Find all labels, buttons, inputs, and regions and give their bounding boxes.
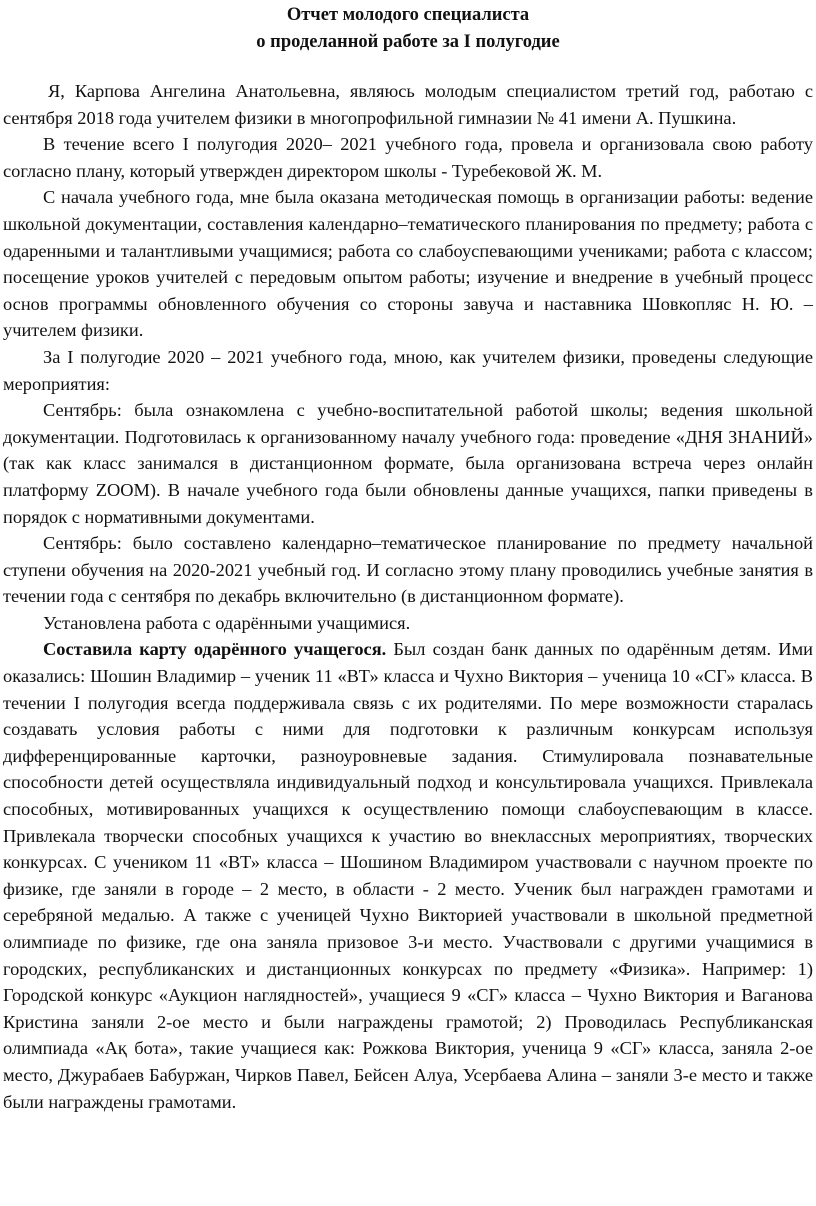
paragraph-gifted-work: Установлена работа с одарёнными учащимися.: [43, 612, 411, 633]
paragraph-plan: В течение всего I полугодия 2020– 2021 учебного года, провела и организовала свою работу согласно плану, который утвержден директором школы - Туребековой Ж. М.: [3, 134, 813, 181]
paragraph-activities-intro: За I полугодие 2020 – 2021 учебного года, мною, как учителем физики, проведены следующие мероприятия:: [3, 346, 813, 394]
paragraph-gifted-card: [3, 636, 813, 1115]
document-title-line1: Отчет молодого специалиста: [286, 5, 530, 25]
document-title-line2: о проделанной работе за I полугодие: [256, 32, 560, 52]
gifted-card-heading: Составила карту одарённого учащегося.: [43, 639, 387, 660]
paragraph-september-1: Сентябрь: была ознакомлена с учебно-воспитательной работой школы; ведения школьной документации. Подготовилась к организованному началу учебного года: проведение «ДНЯ ЗНАНИЙ» (так как класс занимался в дистанционном формате, была организована встреча через онлайн платформу ZOOM). В начале учебного года были обновлены данные учащихся, папки приведены в порядок с нормативными документами.: [3, 400, 813, 527]
paragraph-methodical-help: С начала учебного года, мне была оказана методическая помощь в организации работы: ведение школьной документации, составления календарно–тематического планирования по предмету; работа с одаренными и талантливыми учащимися; работа со слабоуспевающими учениками; работа с классом; посещение уроков учителей с передовым опытом работы; изучение и внедрение в учебный процесс основ программы обновленного обучения со стороны завуча и наставника Шовкопляс Н. Ю. – учителем физики.: [3, 187, 813, 341]
paragraph-september-2: Сентябрь: было составлено календарно–тематическое планирование по предмету начальной ступени обучения на 2020-2021 учебный год. И согласно этому плану проводились учебные занятия в течении года с сентября по декабрь включительно (в дистанционном формате).: [3, 533, 813, 607]
title-block: [3, 2, 813, 56]
paragraph-intro: Я, Карпова Ангелина Анатольевна, являюсь молодым специалистом третий год, работаю с сентября 2018 года учителем физики в многопрофильной гимназии № 41 имени А. Пушкина.: [3, 81, 813, 128]
gifted-card-text: Был создан банк данных по одарённым детям. Ими оказались: Шошин Владимир – ученик 11 «ВТ» класса и Чухно Виктория – ученица 10 «СГ» класса. В течении I полугодия всегда поддерживала связь с их родителями. По мере возможности старалась создавать условия работы с ними для подготовки к различным конкурсам используя дифференцированные карточки, разноуровневые задания. Стимулировала познавательные способности детей осуществляла индивидуальный подход и консультировала учащихся. Привлекала способных, мотивированных учащихся к осуществлению помощи слабоуспевающим в классе. Привлекала творчески способных учащихся к участию во внеклассных мероприятиях, творческих конкурсах. С учеником 11 «ВТ» класса – Шошином Владимиром участвовали с научном проекте по физике, где заняли в городе – 2 место, в области - 2 место. Ученик был награжден грамотами и серебряной медалью. А также с ученицей Чухно Викторией участвовали в школьной предметной олимпиаде по физике, где она заняла призовое 3-и место. Участвовали с другими учащимися в городских, республиканских и дистанционных конкурсах по предмету «Физика». Например: 1) Городской конкурс «Аукцион наглядностей», учащиеся 9 «СГ» класса – Чухно Виктория и Ваганова Кристина заняли 2-ое место и были награждены грамотой; 2) Проводилась Республиканская олимпиада «Ақ бота», такие учащиеся как: Рожкова Виктория, ученица 9 «СГ» класса, заняла 2-ое место, Джурабаев Бабуржан, Чирков Павел, Бейсен Алуа, Усербаева Алина – заняли 3-е место и также были награждены грамотами.: [3, 639, 813, 1112]
